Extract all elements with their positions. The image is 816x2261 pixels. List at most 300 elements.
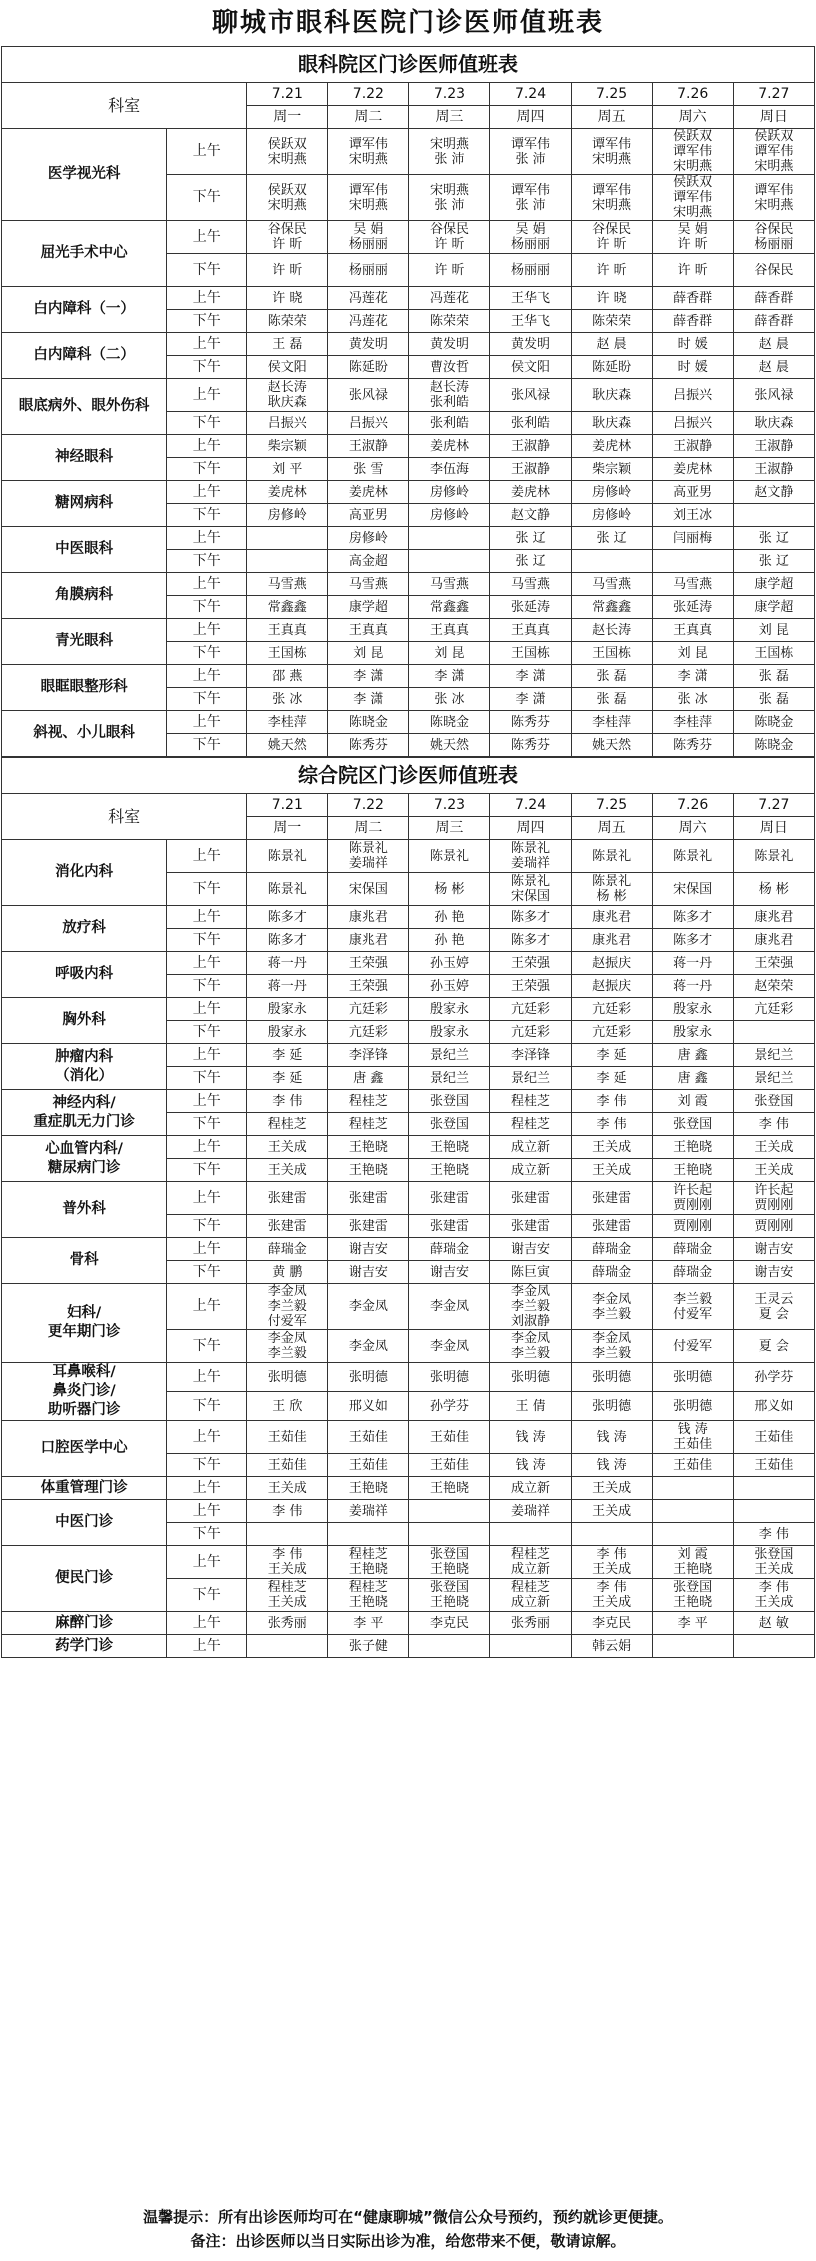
table-row (2, 129, 815, 175)
doctor-cell (328, 333, 409, 356)
name-line: 张建雷 (511, 1218, 551, 1234)
name-line: 更年期门诊 (47, 1324, 121, 1340)
doctor-cell (571, 1215, 652, 1238)
doctor-cell (733, 1330, 814, 1363)
name-line: 冯莲花 (348, 313, 388, 329)
doctor-cell (409, 1612, 490, 1635)
name-line: 刘 昆 (677, 645, 708, 661)
name-line: 杨丽丽 (348, 262, 388, 278)
doctor-cell (409, 1392, 490, 1421)
doctor-cell (247, 573, 328, 596)
doctor-cell (490, 1635, 571, 1658)
doctor-cell (733, 379, 814, 412)
doctor-cell (490, 975, 571, 998)
doctor-cell (490, 435, 571, 458)
name-line: 许 晓 (596, 290, 627, 306)
table-row (2, 952, 815, 975)
name-line: 王艳晓 (348, 1139, 388, 1155)
doctor-cell (733, 840, 814, 873)
name-line: 放疗科 (62, 920, 106, 936)
name-line: 张 沛 (434, 197, 465, 213)
name-line: 宋明燕 (267, 151, 307, 167)
weekday-cell: 周四 (490, 817, 571, 840)
department-name (2, 665, 167, 711)
doctor-cell (490, 1067, 571, 1090)
name-line: 程桂芝 (348, 1093, 388, 1109)
name-line: 王茹佳 (754, 1457, 794, 1473)
doctor-cell (247, 287, 328, 310)
name-line: 王茹佳 (267, 1457, 307, 1473)
name-line: 王关成 (592, 1503, 632, 1519)
doctor-cell (247, 435, 328, 458)
doctor-cell (652, 1477, 733, 1500)
name-line: 张 磊 (596, 668, 627, 684)
doctor-cell (652, 1363, 733, 1392)
doctor-cell (652, 1635, 733, 1658)
name-line: 张登国 (429, 1580, 469, 1595)
name-line: 陈多才 (673, 932, 713, 948)
name-line: 姚天然 (267, 737, 307, 753)
doctor-cell (490, 1261, 571, 1284)
name-line: 闫丽梅 (673, 530, 713, 546)
dept-header: 科室 (2, 83, 247, 129)
name-line: 药学门诊 (55, 1637, 114, 1654)
doctor-cell (652, 1523, 733, 1546)
doctor-cell (571, 711, 652, 734)
name-line: 姜虎林 (348, 484, 388, 500)
doctor-cell (490, 379, 571, 412)
name-line: 李伍海 (429, 461, 469, 477)
doctor-cell (571, 1330, 652, 1363)
name-line: 姜瑞祥 (348, 856, 388, 871)
department-name (2, 1635, 167, 1658)
name-line: 张明德 (592, 1398, 632, 1414)
name-line: 李泽锋 (348, 1047, 388, 1063)
doctor-cell (571, 221, 652, 254)
period-cell: 下午 (167, 1159, 247, 1182)
doctor-cell (247, 333, 328, 356)
name-line: 张 沛 (515, 197, 546, 213)
doctor-cell (328, 379, 409, 412)
name-line: 耿庆森 (592, 387, 632, 403)
period-cell: 下午 (167, 975, 247, 998)
name-line: 侯文阳 (511, 359, 551, 375)
doctor-cell (328, 975, 409, 998)
department-name (2, 573, 167, 619)
doctor-cell (652, 1113, 733, 1136)
name-line: 贾刚刚 (754, 1218, 794, 1234)
name-line: 李 伟 (758, 1116, 789, 1132)
name-line: 李金凤 (511, 1284, 551, 1299)
doctor-cell (571, 254, 652, 287)
name-line: 钱 涛 (596, 1429, 627, 1445)
name-line: 谭军伟 (348, 182, 388, 198)
name-line: 张登国 (673, 1116, 713, 1132)
name-line: 王艳晓 (348, 1595, 388, 1610)
name-line: 张建雷 (348, 1218, 388, 1234)
period-cell: 下午 (167, 1454, 247, 1477)
name-line: 张 辽 (515, 530, 546, 546)
table-row (2, 1363, 815, 1392)
name-line: 谷保民 (754, 262, 794, 278)
name-line: 刘 昆 (434, 645, 465, 661)
name-line: 刘 霞 (677, 1547, 708, 1562)
name-line: 陈秀芬 (511, 737, 551, 753)
name-line: 张利皓 (429, 395, 469, 410)
period-cell: 下午 (167, 734, 247, 757)
name-line: 谷保民 (754, 222, 794, 237)
name-line: 马雪燕 (673, 576, 713, 592)
doctor-cell (652, 1546, 733, 1579)
period-cell: 下午 (167, 175, 247, 221)
table-row (2, 1136, 815, 1159)
name-line: 王关成 (267, 1595, 307, 1610)
name-line: 谭军伟 (511, 136, 551, 152)
name-line: 康学超 (348, 599, 388, 615)
name-line: 亢廷彩 (511, 1001, 551, 1017)
name-line: 斜视、小儿眼科 (33, 725, 135, 741)
name-line: 张风禄 (754, 387, 794, 403)
doctor-cell (490, 1021, 571, 1044)
doctor-cell (328, 129, 409, 175)
name-line: 肿瘤内科 (55, 1048, 114, 1065)
name-line: 蒋一丹 (673, 955, 713, 971)
doctor-cell (247, 665, 328, 688)
doctor-cell (490, 1136, 571, 1159)
name-line: 王国栋 (592, 645, 632, 661)
doctor-cell (652, 1136, 733, 1159)
doctor-cell (328, 527, 409, 550)
doctor-cell (652, 1392, 733, 1421)
period-cell: 上午 (167, 1284, 247, 1330)
doctor-cell (733, 1021, 814, 1044)
doctor-cell (490, 458, 571, 481)
name-line: 赵 晨 (758, 336, 789, 352)
period-cell: 下午 (167, 1392, 247, 1421)
name-line: 韩云娟 (592, 1638, 632, 1654)
name-line: 夏 会 (758, 1338, 789, 1354)
name-line: 谷保民 (429, 222, 469, 237)
name-line: 谭军伟 (673, 144, 713, 159)
doctor-cell (733, 665, 814, 688)
name-line: 殷家永 (267, 1001, 307, 1017)
doctor-cell (328, 1238, 409, 1261)
department-name (2, 711, 167, 757)
name-line: 李兰毅 (673, 1291, 713, 1307)
doctor-cell (328, 1021, 409, 1044)
name-line: 殷家永 (267, 1024, 307, 1040)
department-name (2, 1546, 167, 1612)
date-cell: 7.23 (409, 794, 490, 817)
doctor-cell (571, 1523, 652, 1546)
doctor-cell (733, 1523, 814, 1546)
doctor-cell (409, 1579, 490, 1612)
doctor-cell (409, 379, 490, 412)
name-line: 王艳晓 (429, 1562, 469, 1577)
doctor-cell (247, 550, 328, 573)
name-line: 李 伟 (272, 1547, 303, 1562)
name-line: 付爱军 (673, 1306, 713, 1322)
doctor-cell (733, 929, 814, 952)
name-line: 宋明燕 (348, 151, 388, 167)
name-line: 李金凤 (348, 1299, 388, 1314)
name-line: 冯莲花 (429, 290, 469, 306)
doctor-cell (652, 1330, 733, 1363)
name-line: 宋保国 (348, 881, 388, 897)
doctor-cell (733, 1215, 814, 1238)
doctor-cell (247, 596, 328, 619)
doctor-cell (409, 1546, 490, 1579)
doctor-cell (409, 906, 490, 929)
doctor-cell (409, 527, 490, 550)
doctor-cell (571, 840, 652, 873)
doctor-cell (247, 1454, 328, 1477)
doctor-cell (652, 1284, 733, 1330)
doctor-cell (652, 711, 733, 734)
name-line: 王艳晓 (429, 1162, 469, 1178)
doctor-cell (571, 734, 652, 757)
doctor-cell (733, 952, 814, 975)
doctor-cell (247, 734, 328, 757)
doctor-cell (409, 356, 490, 379)
date-cell: 7.27 (733, 83, 814, 106)
doctor-cell (328, 1159, 409, 1182)
name-line: 姚天然 (429, 737, 469, 753)
period-cell: 上午 (167, 840, 247, 873)
period-cell: 上午 (167, 221, 247, 254)
period-cell: 下午 (167, 1261, 247, 1284)
name-line: 李 伟 (596, 1547, 627, 1562)
doctor-cell (652, 458, 733, 481)
name-line: 便民门诊 (55, 1570, 114, 1586)
name-line: 张 雪 (353, 461, 384, 477)
name-line: 付爱军 (673, 1338, 713, 1354)
period-cell: 上午 (167, 665, 247, 688)
name-line: 李 潇 (677, 668, 708, 684)
name-line: 张明德 (267, 1369, 307, 1385)
doctor-cell (490, 1421, 571, 1454)
date-cell: 7.25 (571, 83, 652, 106)
name-line: 姚天然 (592, 737, 632, 753)
doctor-cell (652, 481, 733, 504)
name-line: 张秀丽 (267, 1615, 307, 1631)
doctor-cell (733, 906, 814, 929)
doctor-cell (328, 619, 409, 642)
name-line: 麻醉门诊 (55, 1614, 114, 1631)
name-line: 王艳晓 (429, 1139, 469, 1155)
name-line: 谢吉安 (511, 1241, 551, 1257)
doctor-cell (490, 734, 571, 757)
department-name (2, 287, 167, 333)
name-line: 康兆君 (592, 909, 632, 925)
doctor-cell (733, 1500, 814, 1523)
doctor-cell (328, 287, 409, 310)
name-line: 心血管内科/ (45, 1140, 123, 1157)
doctor-cell (328, 596, 409, 619)
doctor-cell (328, 310, 409, 333)
doctor-cell (571, 688, 652, 711)
name-line: 赵 晨 (596, 336, 627, 352)
name-line: 钱 涛 (677, 1422, 708, 1437)
general-campus-table (1, 757, 815, 1658)
name-line: 孙 艳 (434, 909, 465, 925)
doctor-cell (409, 1159, 490, 1182)
name-line: 姜虎林 (511, 484, 551, 500)
doctor-cell (490, 642, 571, 665)
period-cell: 上午 (167, 573, 247, 596)
doctor-cell (247, 873, 328, 906)
doctor-cell (328, 550, 409, 573)
name-line: 谷保民 (592, 222, 632, 237)
name-line: 李 伟 (596, 1580, 627, 1595)
name-line: 蒋一丹 (673, 978, 713, 994)
name-line: 王茹佳 (673, 1437, 713, 1452)
name-line: 王茹佳 (754, 1429, 794, 1445)
doctor-cell (247, 310, 328, 333)
doctor-cell (490, 1113, 571, 1136)
doctor-cell (247, 1635, 328, 1658)
name-line: 宋明燕 (592, 151, 632, 167)
name-line: 侯跃双 (267, 136, 307, 152)
name-line: 耿庆森 (754, 415, 794, 431)
name-line: 张 冰 (677, 691, 708, 707)
doctor-cell (247, 1067, 328, 1090)
name-line: 亢廷彩 (348, 1024, 388, 1040)
date-cell: 7.27 (733, 794, 814, 817)
name-line: 贾刚刚 (673, 1198, 713, 1213)
name-line: 康学超 (754, 576, 794, 592)
name-line: 冯莲花 (348, 290, 388, 306)
name-line: 角膜病科 (55, 587, 114, 603)
name-line: 张 冰 (434, 691, 465, 707)
doctor-cell (328, 665, 409, 688)
doctor-cell (571, 1477, 652, 1500)
name-line: 张利皓 (429, 415, 469, 431)
name-line: 房修岭 (592, 484, 632, 500)
period-cell: 下午 (167, 550, 247, 573)
weekday-cell: 周三 (409, 817, 490, 840)
name-line: 王关成 (267, 1480, 307, 1496)
doctor-cell (247, 175, 328, 221)
doctor-cell (490, 504, 571, 527)
period-cell: 下午 (167, 1215, 247, 1238)
doctor-cell (490, 1159, 571, 1182)
doctor-cell (328, 412, 409, 435)
weekday-cell: 周四 (490, 106, 571, 129)
table-row (2, 435, 815, 458)
doctor-cell (571, 1113, 652, 1136)
weekday-cell: 周五 (571, 817, 652, 840)
doctor-cell (733, 1363, 814, 1392)
doctor-cell (409, 1421, 490, 1454)
period-cell: 下午 (167, 310, 247, 333)
period-cell: 下午 (167, 1579, 247, 1612)
name-line: 眼眶眼整形科 (40, 679, 128, 695)
name-line: 薛瑞金 (592, 1241, 632, 1257)
doctor-cell (571, 1284, 652, 1330)
name-line: 张子健 (348, 1638, 388, 1654)
doctor-cell (652, 287, 733, 310)
doctor-cell (733, 711, 814, 734)
name-line: 邢义如 (348, 1398, 388, 1414)
name-line: 王 欣 (272, 1398, 303, 1414)
period-cell: 上午 (167, 1612, 247, 1635)
name-line: 王茹佳 (429, 1457, 469, 1473)
doctor-cell (652, 1090, 733, 1113)
doctor-cell (652, 310, 733, 333)
name-line: 宋明燕 (592, 197, 632, 213)
doctor-cell (490, 840, 571, 873)
department-name (2, 1612, 167, 1635)
doctor-cell (328, 1546, 409, 1579)
table-row (2, 1421, 815, 1454)
doctor-cell (652, 734, 733, 757)
name-line: 王艳晓 (429, 1480, 469, 1496)
doctor-cell (652, 1500, 733, 1523)
name-line: 柴宗颖 (267, 438, 307, 454)
doctor-cell (247, 1261, 328, 1284)
doctor-cell (652, 527, 733, 550)
doctor-cell (328, 1067, 409, 1090)
name-line: 蒋一丹 (267, 978, 307, 994)
table-row (2, 1546, 815, 1579)
doctor-cell (490, 1238, 571, 1261)
name-line: 许 晓 (272, 290, 303, 306)
doctor-cell (409, 504, 490, 527)
doctor-cell (247, 356, 328, 379)
name-line: 张明德 (348, 1369, 388, 1385)
department-name (2, 129, 167, 221)
period-cell: 上午 (167, 1136, 247, 1159)
name-line: 白内障科（一） (33, 301, 135, 317)
doctor-cell (409, 1090, 490, 1113)
doctor-cell (652, 1612, 733, 1635)
name-line: 康兆君 (592, 932, 632, 948)
name-line: 程桂芝 (511, 1547, 551, 1562)
name-line: 宋明燕 (429, 182, 469, 198)
doctor-cell (571, 310, 652, 333)
doctor-cell (652, 412, 733, 435)
name-line: 张利皓 (511, 415, 551, 431)
name-line: 陈晓金 (429, 714, 469, 730)
weekday-cell: 周二 (328, 817, 409, 840)
name-line: 李 伟 (596, 1093, 627, 1109)
doctor-cell (328, 688, 409, 711)
doctor-cell (571, 1261, 652, 1284)
name-line: 程桂芝 (267, 1116, 307, 1132)
name-line: 康兆君 (348, 909, 388, 925)
name-line: 张登国 (754, 1093, 794, 1109)
doctor-cell (328, 221, 409, 254)
doctor-cell (247, 1182, 328, 1215)
name-line: 消化内科 (55, 864, 114, 880)
name-line: 宋保国 (673, 881, 713, 897)
name-line: 李 延 (596, 1070, 627, 1086)
name-line: 鼻炎门诊/ (52, 1383, 116, 1399)
department-name (2, 481, 167, 527)
name-line: 张登国 (429, 1116, 469, 1132)
doctor-cell (490, 333, 571, 356)
doctor-cell (409, 1021, 490, 1044)
department-name (2, 435, 167, 481)
name-line: 房修岭 (348, 530, 388, 546)
name-line: 贾刚刚 (673, 1218, 713, 1234)
period-cell: 下午 (167, 642, 247, 665)
department-name (2, 1044, 167, 1090)
name-line: 张明德 (673, 1369, 713, 1385)
name-line: 时 媛 (677, 336, 708, 352)
name-line: 谭军伟 (592, 136, 632, 152)
